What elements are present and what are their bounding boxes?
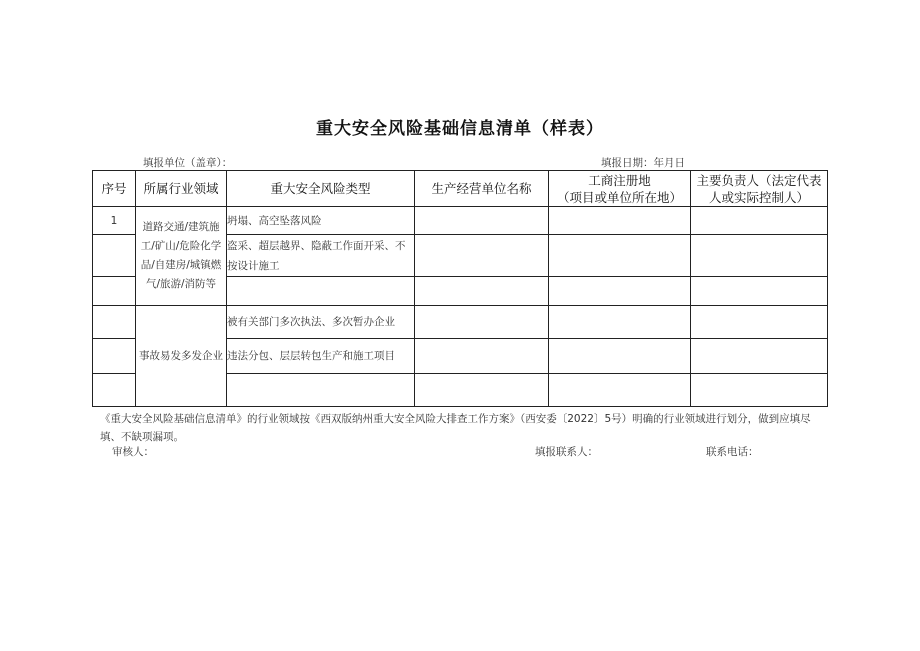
- fill-unit-label: 填报单位（盖章）：: [143, 157, 233, 169]
- column-header-registration: 工商注册地 （项目或单位所在地）: [549, 171, 691, 207]
- risk-cell: 盗采、超层越界、隐蔽工作面开采、不按设计施工: [227, 235, 415, 277]
- table-row: [93, 207, 828, 235]
- unit-name-cell[interactable]: [415, 207, 549, 235]
- unit-name-cell[interactable]: [415, 306, 549, 339]
- responsible-person-cell[interactable]: [691, 235, 828, 277]
- registration-cell[interactable]: [549, 235, 691, 277]
- risk-cell: [227, 374, 415, 407]
- seq-cell: [93, 235, 136, 277]
- contact-phone-label: 联系电话：: [706, 446, 759, 458]
- reviewer-label: 审核人：: [112, 446, 154, 458]
- column-header-seq: 序号: [93, 171, 136, 207]
- responsible-person-cell[interactable]: [691, 339, 828, 374]
- column-header-risk-type: 重大安全风险类型: [227, 171, 415, 207]
- unit-name-cell[interactable]: [415, 277, 549, 306]
- seq-cell: [93, 374, 136, 407]
- registration-cell[interactable]: [549, 277, 691, 306]
- risk-cell: [227, 277, 415, 306]
- column-header-domain: 所属行业领域: [136, 171, 227, 207]
- domain-cell: 道路交通/建筑施工/矿山/危险化学品/自建房/城镇燃气/旅游/消防等: [136, 207, 227, 306]
- page-title: 重大安全风险基础信息清单（样表）: [316, 119, 604, 139]
- seq-cell: [93, 339, 136, 374]
- unit-name-cell[interactable]: [415, 235, 549, 277]
- registration-cell[interactable]: [549, 306, 691, 339]
- responsible-person-cell[interactable]: [691, 277, 828, 306]
- risk-cell: 被有关部门多次执法、多次暂办企业: [227, 306, 415, 339]
- column-header-unit-name: 生产经营单位名称: [415, 171, 549, 207]
- seq-cell: [93, 277, 136, 306]
- fill-date-label: 填报日期：年月日: [601, 157, 685, 169]
- risk-info-table: [92, 170, 828, 407]
- column-header-responsible-person: 主要负责人（法定代表人或实际控制人）: [691, 171, 828, 207]
- seq-cell: 1: [93, 207, 136, 235]
- footnote: 《重大安全风险基础信息清单》的行业领域按《西双版纳州重大安全风险大排查工作方案》（西安委〔2022〕5号）明确的行业领域进行划分，做到应填尽填、不缺项漏项。: [100, 413, 811, 443]
- filler-contact-label: 填报联系人：: [535, 446, 598, 458]
- risk-cell: 违法分包、层层转包生产和施工项目: [227, 339, 415, 374]
- risk-cell: 坍塌、高空坠落风险: [227, 207, 415, 235]
- header-row: [93, 171, 828, 207]
- registration-cell[interactable]: [549, 339, 691, 374]
- registration-cell[interactable]: [549, 374, 691, 407]
- responsible-person-cell[interactable]: [691, 207, 828, 235]
- unit-name-cell[interactable]: [415, 374, 549, 407]
- responsible-person-cell[interactable]: [691, 306, 828, 339]
- table-row: [93, 306, 828, 339]
- domain-cell: 事故易发多发企业: [136, 306, 227, 407]
- seq-cell: [93, 306, 136, 339]
- unit-name-cell[interactable]: [415, 339, 549, 374]
- registration-cell[interactable]: [549, 207, 691, 235]
- responsible-person-cell[interactable]: [691, 374, 828, 407]
